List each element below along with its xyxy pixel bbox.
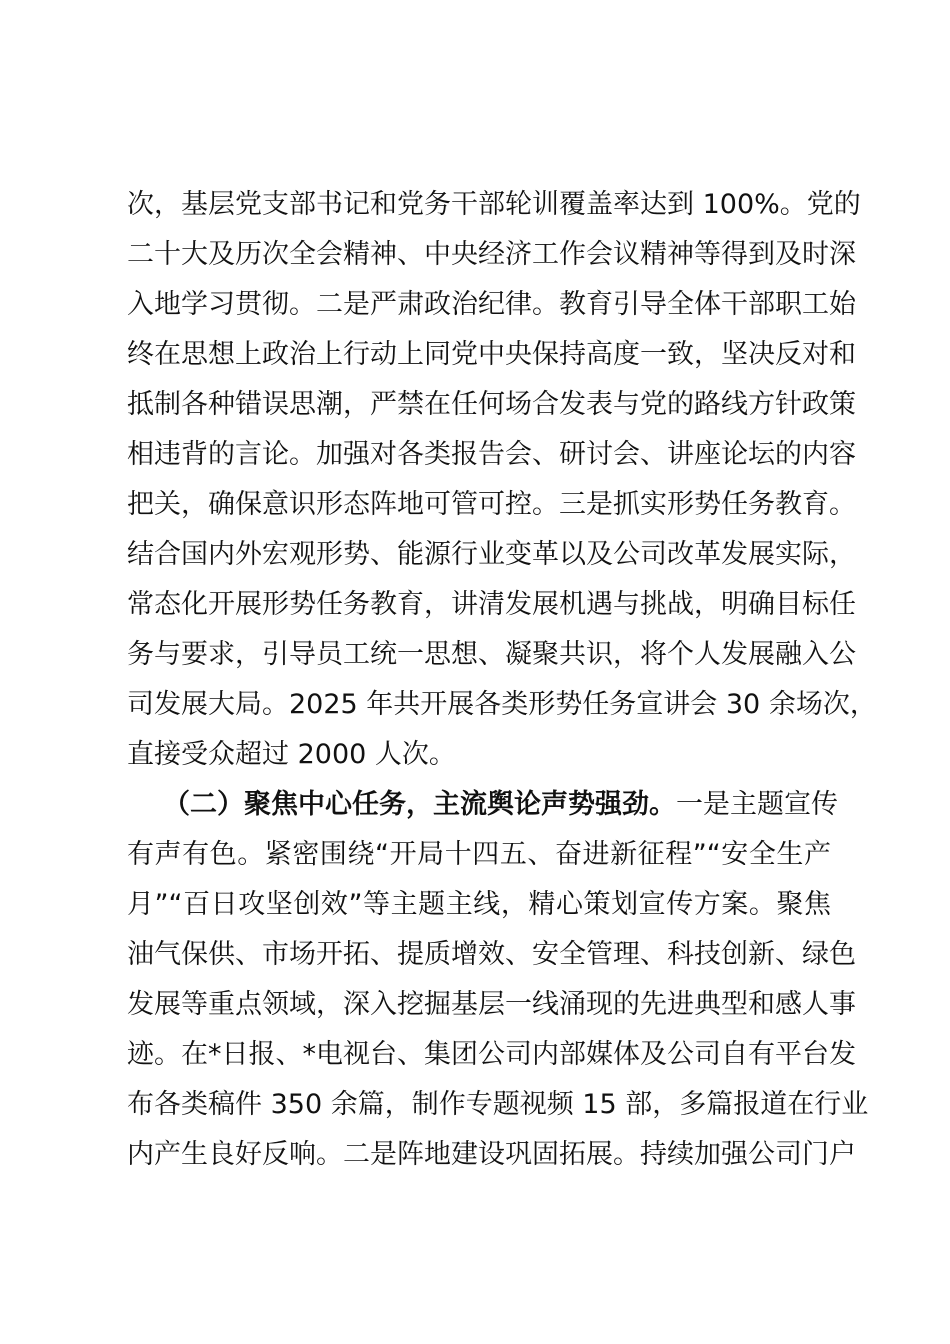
text-line: 抵制各种错误思潮，严禁在任何场合发表与党的路线方针政策: [127, 389, 856, 420]
text-line: 终在思想上政治上行动上同党中央保持高度一致，坚决反对和: [127, 339, 856, 370]
text-line: 月”“百日攻坚创效”等主题主线，精心策划宣传方案。聚焦: [127, 889, 831, 920]
text-line: 二十大及历次全会精神、中央经济工作会议精神等得到及时深: [127, 239, 856, 270]
paragraph-ideology-education: [127, 180, 877, 780]
text-line: 常态化开展形势任务教育，讲清发展机遇与挑战，明确目标任: [127, 589, 856, 620]
text-line: 发展等重点领域，深入挖掘基层一线涌现的先进典型和感人事: [127, 989, 856, 1020]
text-line: 迹。在*日报、*电视台、集团公司内部媒体及公司自有平台发: [127, 1039, 856, 1070]
text-line: 油气保供、市场开拓、提质增效、安全管理、科技创新、绿色: [127, 939, 856, 970]
section-heading: （二）聚焦中心任务，主流舆论声势强劲。: [163, 789, 676, 820]
text-line: 布各类稿件 350 余篇，制作专题视频 15 部，多篇报道在行业: [127, 1089, 869, 1120]
text-span: 一是主题宣传: [676, 789, 838, 820]
text-line: 司发展大局。2025 年共开展各类形势任务宣讲会 30 余场次，: [127, 689, 877, 720]
text-line: [127, 780, 838, 830]
text-line: 入地学习贯彻。二是严肃政治纪律。教育引导全体干部职工始: [127, 289, 856, 320]
text-line: 把关，确保意识形态阵地可管可控。三是抓实形势任务教育。: [127, 489, 856, 520]
text-line: 直接受众超过 2000 人次。: [127, 739, 456, 770]
text-line: 结合国内外宏观形势、能源行业变革以及公司改革发展实际，: [127, 539, 856, 570]
text-line: 内产生良好反响。二是阵地建设巩固拓展。持续加强公司门户: [127, 1139, 856, 1170]
text-line: 务与要求，引导员工统一思想、凝聚共识，将个人发展融入公: [127, 639, 856, 670]
text-line: 相违背的言论。加强对各类报告会、研讨会、讲座论坛的内容: [127, 439, 856, 470]
paragraph-publicity: [127, 780, 869, 1180]
document-page: [127, 180, 877, 1180]
text-line: 次，基层党支部书记和党务干部轮训覆盖率达到 100%。党的: [127, 189, 861, 220]
text-line: 有声有色。紧密围绕“开局十四五、奋进新征程”“安全生产: [127, 839, 831, 870]
